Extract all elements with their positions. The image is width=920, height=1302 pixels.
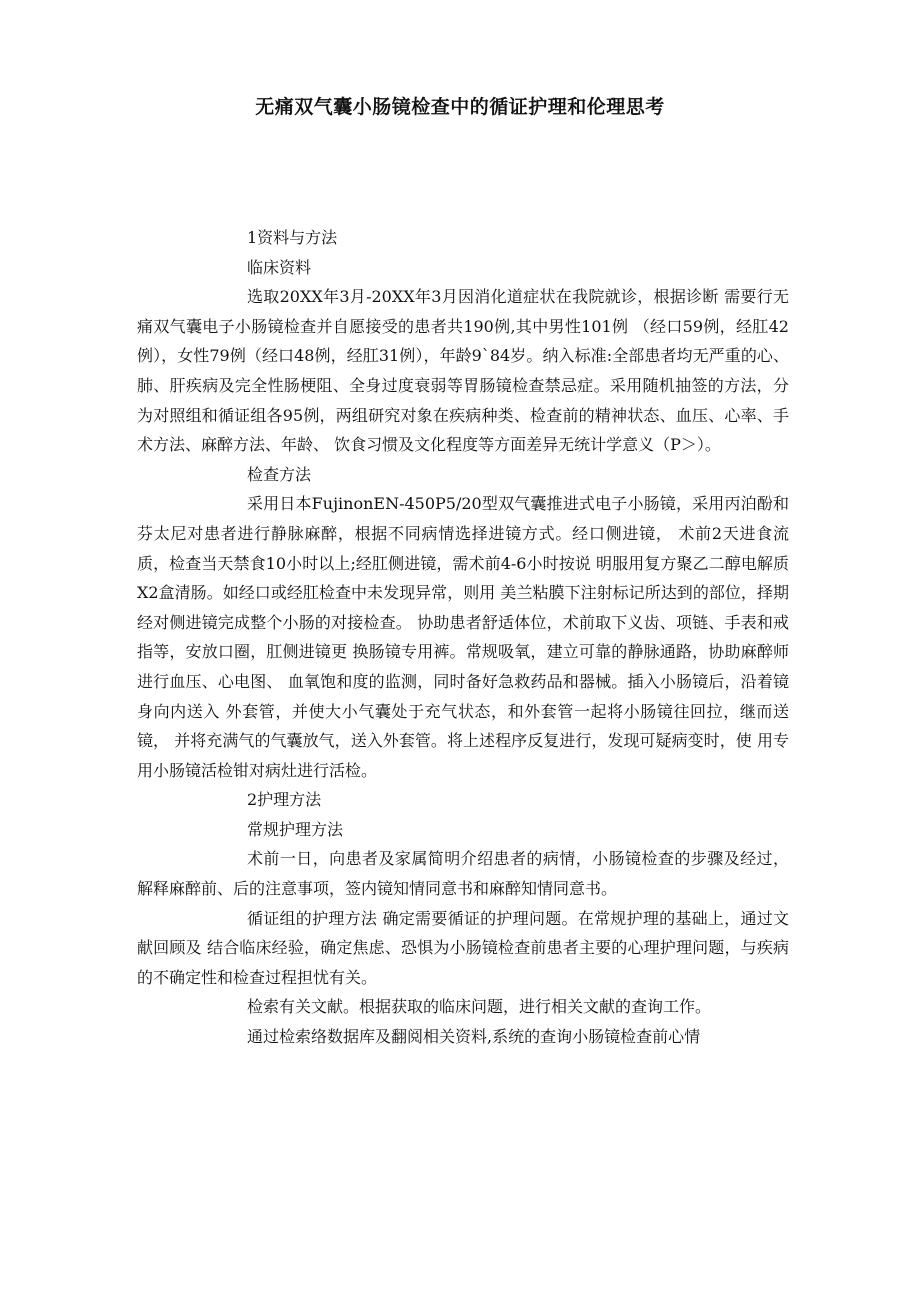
section-1-heading: 1资料与方法 xyxy=(247,228,338,247)
document-title: 无痛双气囊小肠镜检查中的循证护理和伦理思考 xyxy=(255,96,665,118)
section-1-paragraph-methods: 采用日本FujinonEN-450P5/20型双气囊推进式电子小肠镜，采用丙泊酚和芬太尼对患者进行静脉麻醉，根据不同病情选择进镜方式。经口侧进镜， 术前2天进食流质，检查当天禁食10小时以上;经肛侧进镜，需术前4-6小时按说 明服用复方聚乙二醇电解质X2盒清肠。如经口或经肛检查中未发现异常，则用 美兰粘膜下注射标记所达到的部位，择期经对侧进镜完成整个小肠的对接检查。 协助患者舒适体位，术前取下义齿、项链、手表和戒指等，安放口圈，肛侧进镜更 换肠镜专用裤。常规吸氧，建立可靠的静脉通路，协助麻醉师进行血压、心电图、 血氧饱和度的监测，同时备好急救药品和器械。插入小肠镜后，沿着镜身向内送入 外套管，并使大小气囊处于充气状态，和外套管一起将小肠镜往回拉，继而送镜， 并将充满气的气囊放气，送入外套管。将上述程序反复进行，发现可疑病变时，使 用专用小肠镜活检钳对病灶进行活检。 xyxy=(137,494,789,780)
section-1-subheading-methods: 检查方法 xyxy=(247,464,312,484)
section-2-heading: 2护理方法 xyxy=(247,790,322,810)
section-2-line-literature-search: 检索有关文献。根据获取的临床问题，进行相关文献的查询工作。 xyxy=(247,997,712,1017)
section-2-subheading-routine-care: 常规护理方法 xyxy=(247,819,344,839)
section-1-subheading-clinical-data: 临床资料 xyxy=(247,257,312,277)
document-body xyxy=(137,223,789,1052)
section-2-line-database-search: 通过检索络数据库及翻阅相关资料,系统的查询小肠镜检查前心情 xyxy=(247,1027,701,1047)
section-2-paragraph-evidence-care: 循证组的护理方法 确定需要循证的护理问题。在常规护理的基础上，通过文献回顾及 结合临床经验，确定焦虑、恐惧为小肠镜检查前患者主要的心理护理问题，与疾病 的不确定性和检查过程担忧有关。 xyxy=(137,908,789,987)
section-1-paragraph-clinical-data: 选取20XX年3月-20XX年3月因消化道症状在我院就诊，根据诊断 需要行无痛双气囊电子小肠镜检查并自愿接受的患者共190例,其中男性101例 （经口59例，经肛42例），女性79例（经口48例，经肛31例），年龄9`84岁。纳入标准:全部患者均无严重的心、肺、肝疾病及完全性肠梗阻、全身过度衰弱等胃肠镜检查禁忌症。采用随机抽签的方法，分为对照组和循证组各95例，两组研究对象在疾病种类、检查前的精神状态、血压、心率、手术方法、麻醉方法、年龄、 饮食习惯及文化程度等方面差异无统计学意义（P＞）。 xyxy=(137,287,789,455)
section-2-paragraph-routine-care: 术前一日，向患者及家属简明介绍患者的病情，小肠镜检查的步骤及经过，解释麻醉前、后的注意事项，签内镜知情同意书和麻醉知情同意书。 xyxy=(137,849,789,899)
